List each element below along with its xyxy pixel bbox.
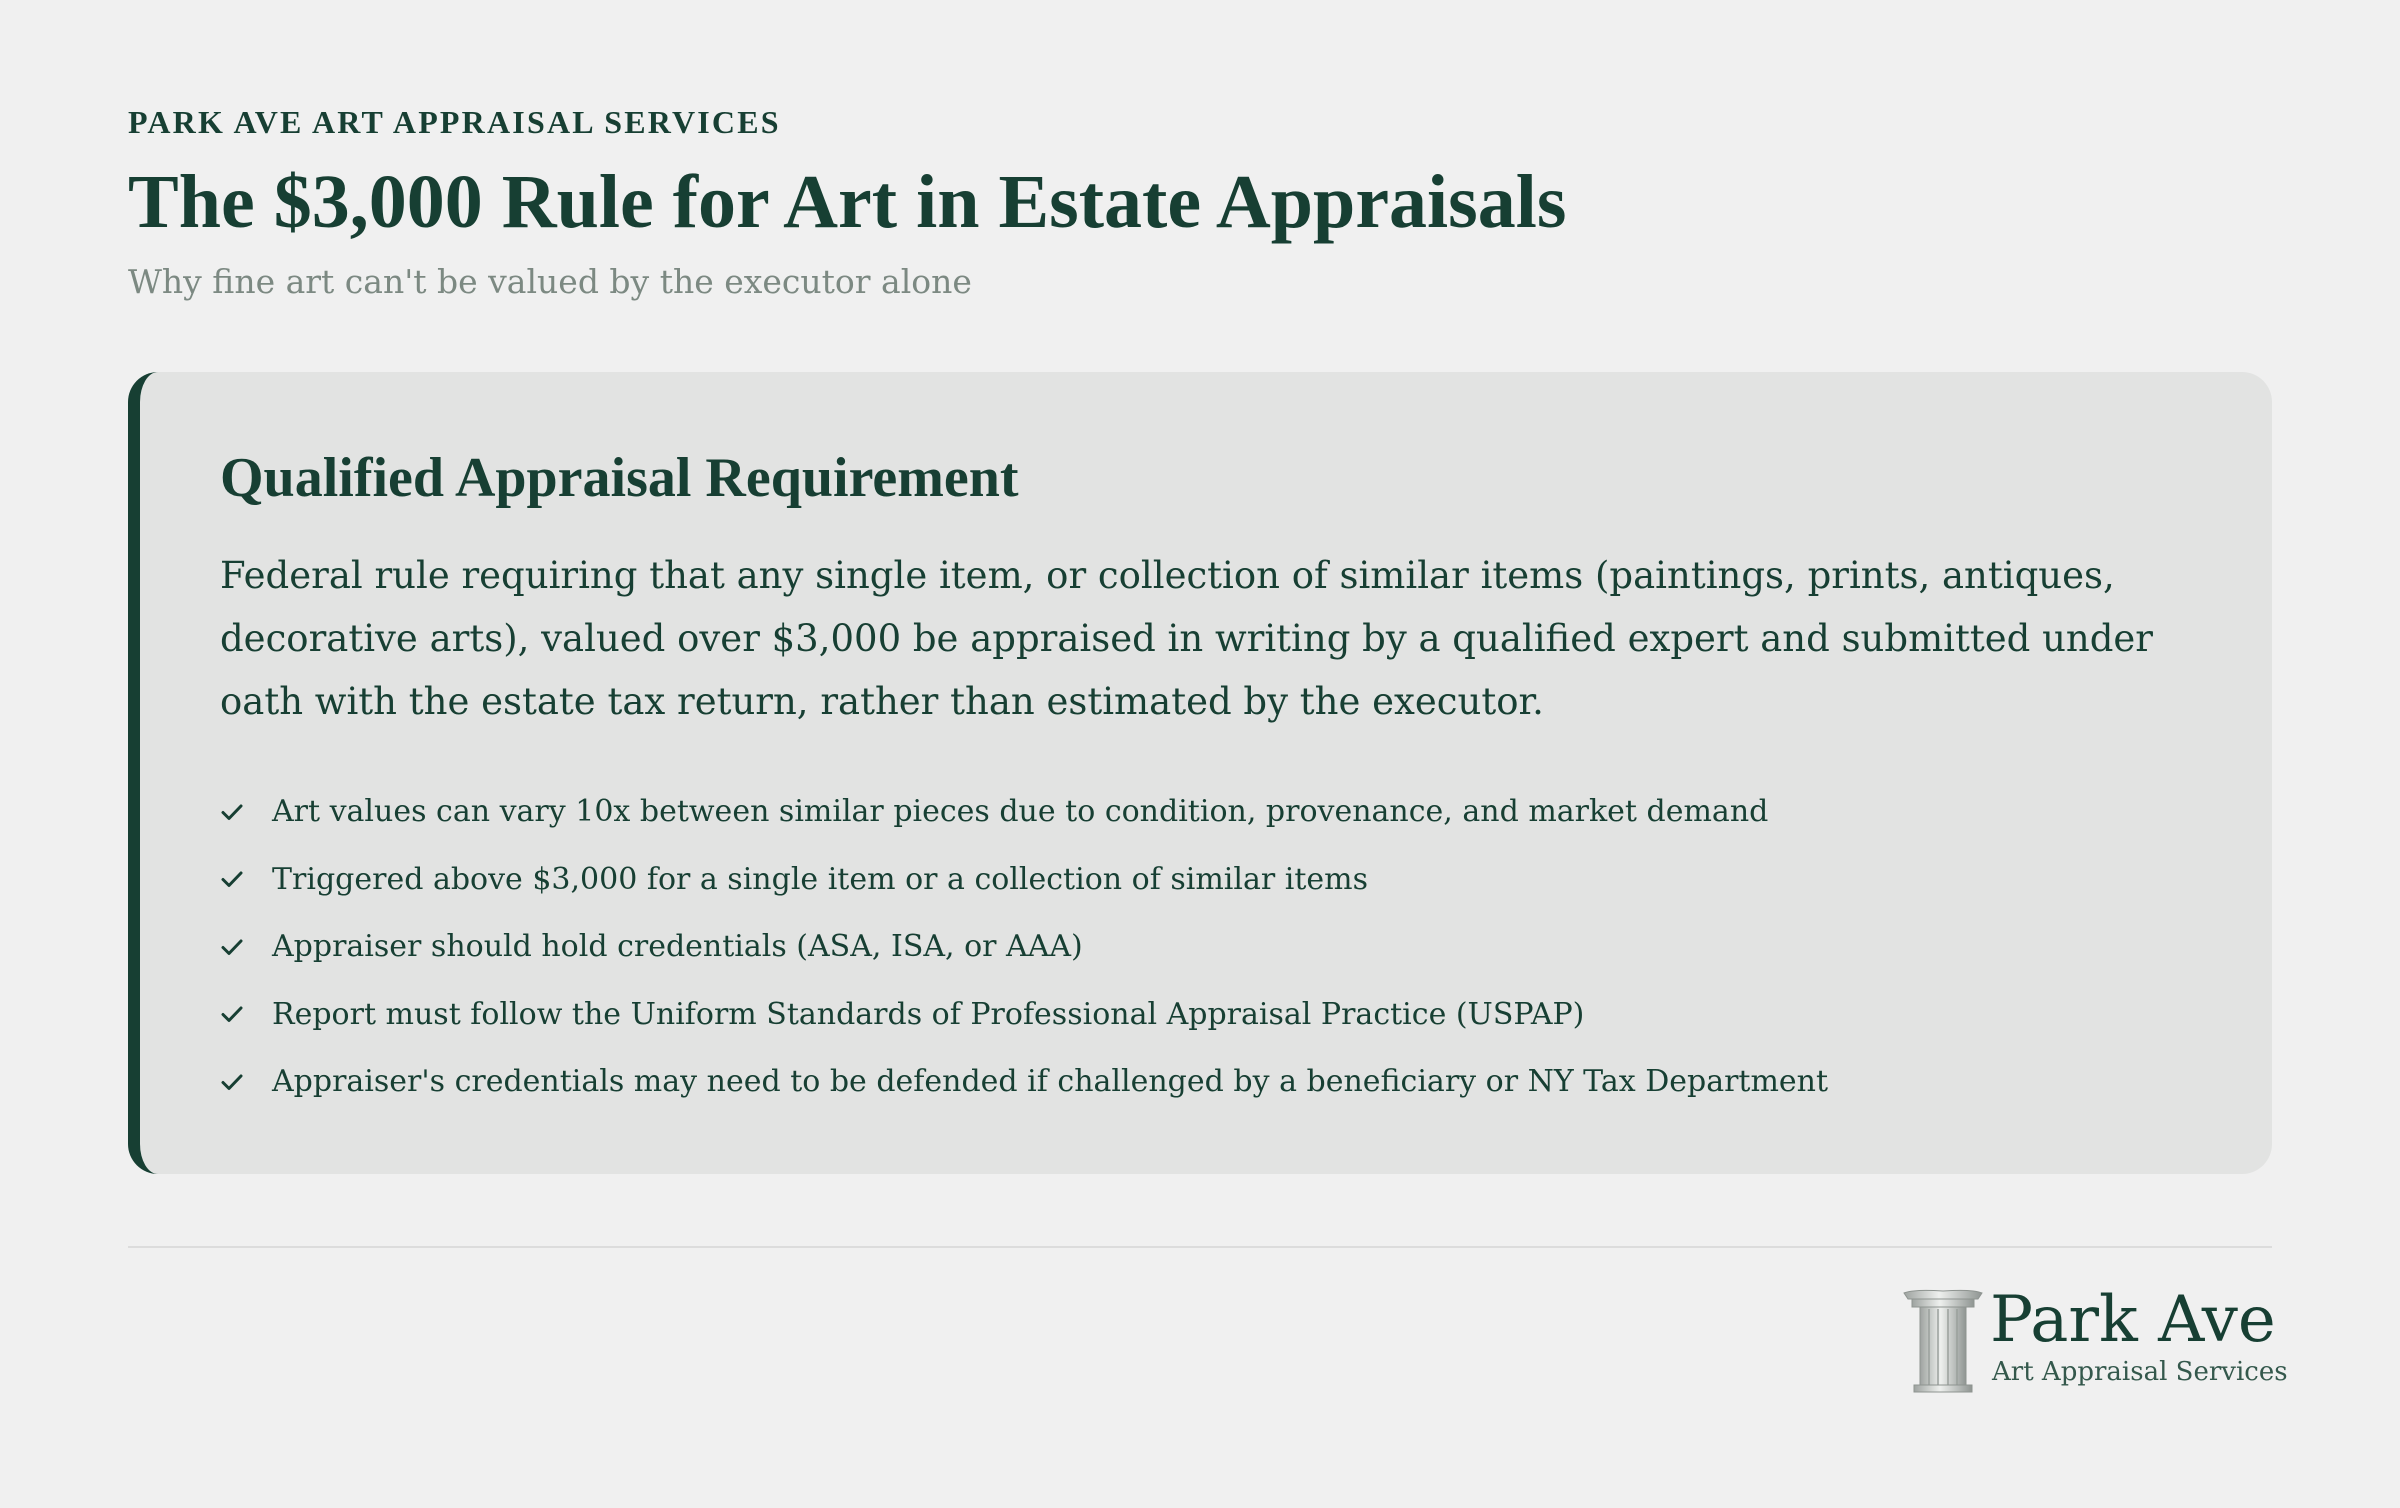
check-icon [220, 867, 244, 891]
requirement-text: Appraiser's credentials may need to be defended if challenged by a beneficiary or NY Tax Department [272, 1064, 1829, 1100]
page [128, 0, 2288, 1508]
requirement-text: Art values can vary 10x between similar pieces due to condition, provenance, and market demand [272, 794, 1769, 830]
page-title: The $3,000 Rule for Art in Estate Appraisals [128, 160, 1567, 244]
requirement-item [220, 846, 1828, 914]
check-icon [220, 1002, 244, 1026]
logo-tagline: Art Appraisal Services [1992, 1357, 2288, 1387]
requirement-item [220, 913, 1828, 981]
column-icon [1902, 1289, 1984, 1393]
logo-name: Park Ave [1990, 1283, 2276, 1357]
requirement-list [220, 778, 1828, 1116]
check-icon [220, 1070, 244, 1094]
brand-eyebrow: PARK AVE ART APPRAISAL SERVICES [128, 104, 781, 140]
requirement-card [128, 372, 2272, 1174]
company-logo [1902, 1283, 2288, 1395]
check-icon [220, 935, 244, 959]
requirement-text: Triggered above $3,000 for a single item or a collection of similar items [272, 861, 1368, 897]
requirement-item [220, 1048, 1828, 1116]
requirement-item [220, 778, 1828, 846]
footer-divider [128, 1246, 2272, 1248]
card-description: Federal rule requiring that any single item, or collection of similar items (paintings, prints, antiques, decorative arts), valued over $3,000 be appraised in writing by a qualified expert and submitted under oath with the estate tax return, rather than estimated by the executor. [220, 554, 2153, 723]
page-subtitle: Why fine art can't be valued by the executor alone [128, 262, 972, 301]
requirement-text: Appraiser should hold credentials (ASA, ISA, or AAA) [272, 929, 1083, 965]
requirement-item [220, 981, 1828, 1049]
requirement-text: Report must follow the Uniform Standards of Professional Appraisal Practice (USPAP) [272, 996, 1585, 1032]
check-icon [220, 800, 244, 824]
card-heading: Qualified Appraisal Requirement [220, 447, 1019, 509]
